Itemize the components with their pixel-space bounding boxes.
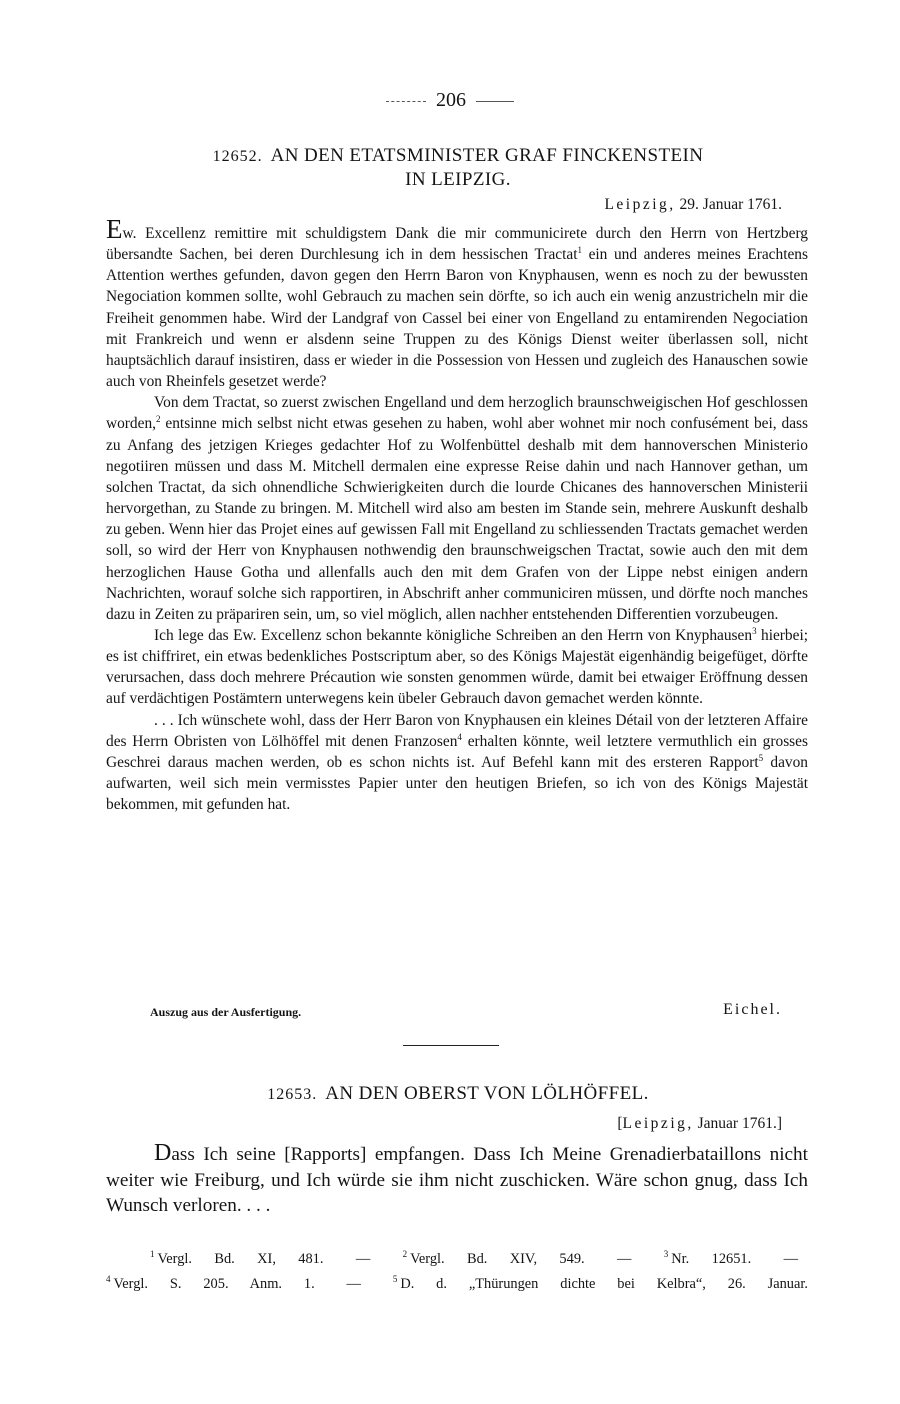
footnote-separator: — bbox=[783, 1250, 798, 1267]
footnote-number: 3 bbox=[663, 1249, 669, 1259]
letter-2-date-place: Leipzig, bbox=[622, 1115, 694, 1132]
paragraph-text: entsinne mich selbst nicht etwas gesehen zu haben, wohl aber wohnet mir noch confusément bei, dass zu Anfang des jetzigen Krieges gedachter Hof zu Wolfenbüttel deshalb mit dem hannoverschen Ministerio negotiiren müssen und dass M. Mitchell dermalen eine expresse Reise dahin und nach Hannover gethan, um solchen Tractat, da sich ohnendliche Schwierigkeiten durch die lourde Chicanes des hannoverschen Ministerii hervorgethan, zu Stande zu bringen. M. Mitchell wird also am besten im Stande sein, mehrere Auskunft deshalb zu geben. Wenn hier das Projet eines auf gewissen Fall mit Engelland zu schliessenden Tractats gemachet werden soll, so wird der Herr von Knyphausen nothwendig den braunschweigschen Tractat, sowie auch den mit dem herzoglichen Hause Gotha und allenfalls auch den mit dem Grafen von der Lippe nebst einigen andern Nachrichten, worauf solche sich rapportiren, in Abschrift anher communiciren müssen, und dörfte noch manches dazu in Zeiten zu präpariren sein, um, so viel möglich, allen nachher entstehenden Differentien vorzubeugen. bbox=[106, 415, 808, 623]
footnote-text: Vergl. S. 205. Anm. 1. bbox=[113, 1275, 315, 1292]
footnote-number: 2 bbox=[402, 1249, 408, 1259]
footnote-2 bbox=[403, 1251, 585, 1267]
footnote-separator: — bbox=[617, 1250, 632, 1267]
paragraph-text: erhalten könnte, weil letztere vermuthlich ein grosses Geschrei daraus machen werden, ob es schon nichts ist. Auf Befehl kann mit des ersteren Rapport bbox=[106, 732, 808, 771]
letter-2-body bbox=[106, 1141, 808, 1219]
paragraph-text: Ich lege das Ew. Excellenz schon bekannte königliche Schreiben an den Herrn von Knyphausen bbox=[154, 626, 753, 644]
footnote-5 bbox=[392, 1273, 808, 1292]
footnote-text: Vergl. Bd. XIV, 549. bbox=[410, 1250, 585, 1267]
paragraph-text: davon aufwarten, weil sich mein vermisstes Papier unter den heutigen Briefen, so ich von des Königs Majestät bekommen, mit gefunden hat. bbox=[106, 753, 808, 814]
footnote-line-2 bbox=[106, 1269, 808, 1294]
letter-2-text: ass Ich seine [Rapports] empfangen. Dass Ich Meine Grenadierbataillons nicht weiter wie Freiburg, und Ich würde sie ihm nicht zuschicken. Wäre schon gnug, dass Ich Wunsch verloren. . . . bbox=[106, 1144, 808, 1216]
letter-1-title-line2: IN LEIPZIG. bbox=[405, 169, 511, 190]
paragraph-text: w. Excellenz remittire mit schuldigstem Dank die mir communicirete durch den Herrn von Hertzberg übersandte Sachen, bei deren Durchlesung ich in dem hessischen Tractat bbox=[106, 225, 808, 264]
footnote-ref-3: 3 bbox=[752, 625, 757, 636]
section-divider bbox=[403, 1045, 499, 1046]
footnotes bbox=[106, 1244, 808, 1294]
letter-1-heading bbox=[108, 144, 808, 191]
footnote-4 bbox=[106, 1273, 315, 1292]
letter-2-date-rest: Januar 1761.] bbox=[693, 1115, 782, 1132]
letter-1-initial: E bbox=[106, 214, 123, 244]
footnote-number: 4 bbox=[106, 1273, 111, 1284]
footnote-1 bbox=[150, 1251, 323, 1267]
header-rule-left bbox=[386, 101, 426, 102]
letter-2-number: 12653. bbox=[267, 1086, 318, 1103]
footnote-text: Vergl. Bd. XI, 481. bbox=[157, 1250, 324, 1267]
letter-1-number: 12652. bbox=[212, 148, 263, 165]
letter-2-title: AN DEN OBERST VON LÖLHÖFFEL. bbox=[325, 1083, 649, 1104]
footnote-text: D. d. „Thürungen dichte bei Kelbra“, 26. Januar. bbox=[400, 1275, 808, 1292]
footnote-3 bbox=[664, 1251, 751, 1267]
footnote-ref-4: 4 bbox=[457, 731, 462, 742]
letter-2-date-open: [ bbox=[617, 1115, 623, 1132]
letter-2-paragraph bbox=[106, 1141, 808, 1219]
letter-2-heading bbox=[108, 1082, 808, 1106]
letter-2-dateline bbox=[617, 1114, 782, 1134]
letter-1-dateline bbox=[604, 195, 782, 215]
footnote-separator: — bbox=[355, 1250, 371, 1267]
letter-1-date-rest: 29. Januar 1761. bbox=[675, 196, 782, 213]
footnote-separator: — bbox=[346, 1275, 361, 1292]
page-number: 206 bbox=[436, 89, 466, 111]
paragraph-text: ein und anderes meines Erachtens Attention werthes gefunden, davon gegen den Herrn Baron von Knyphausen, wenn es noch zu der bewussten Negociation kommen sollte, wohl Gebrauch zu machen sein dörfte, so ich auch ein wenig anzustricheln mir die Freiheit genommen habe. Wird der Landgraf von Cassel bei einer von Engelland zu entamirenden Negociation mit Frankreich und wenn er alsdenn seine Truppen zu des Königs Dienst weiter überlassen soll, nicht hauptsächlich darauf insistiren, dass er wieder in die Possession von Hessen und zugleich des Hanauschen sowie auch von Rheinfels gesetzet werde? bbox=[106, 246, 808, 391]
page-header bbox=[0, 88, 900, 112]
letter-1-date-place: Leipzig, bbox=[604, 196, 676, 213]
letter-1-paragraph-2 bbox=[106, 392, 808, 625]
footnote-number: 1 bbox=[150, 1249, 155, 1259]
footnote-ref-1: 1 bbox=[577, 245, 583, 256]
letter-1-paragraph-4 bbox=[106, 710, 808, 816]
header-rule-right bbox=[476, 101, 514, 102]
letter-1-signature: Eichel. bbox=[723, 1001, 782, 1018]
letter-1-paragraph-1 bbox=[106, 214, 808, 392]
footnote-ref-5: 5 bbox=[758, 752, 764, 763]
letter-1-body bbox=[106, 214, 808, 815]
letter-2-initial: D bbox=[154, 1140, 172, 1166]
paragraph-text: . . . Ich wünschete wohl, dass der Herr Baron von Knyphausen ein kleines Détail von der letzteren Affaire des Herrn Obristen von Lölhöffel mit denen Franzosen bbox=[106, 711, 808, 750]
footnote-ref-2: 2 bbox=[156, 414, 161, 425]
footnote-text: Nr. 12651. bbox=[671, 1250, 752, 1267]
paragraph-text: Von dem Tractat, so zuerst zwischen Engelland und dem herzoglich braunschweigischen Hof geschlossen worden, bbox=[106, 394, 808, 433]
letter-1-source-note: Auszug aus der Ausfertigung. bbox=[150, 1005, 302, 1019]
paragraph-text: hierbei; es ist chiffriret, ein etwas bedenkliches Postscriptum aber, so des Königs Majestät eigenhändig beigefüget, dörfte verursachen, dass doch mehrere Précaution wie sonsten genommen würde, damit bei etwaiger Eröffnung dessen auf verdächtigen Postämtern unterwegens kein übeler Gebrauch davon gemachet werden könnte. bbox=[106, 626, 808, 708]
footnote-number: 5 bbox=[392, 1273, 398, 1284]
letter-1-title-line1: AN DEN ETATSMINISTER GRAF FINCKENSTEIN bbox=[270, 145, 704, 166]
footnote-line-1 bbox=[106, 1244, 808, 1269]
letter-1-paragraph-3 bbox=[106, 625, 808, 710]
